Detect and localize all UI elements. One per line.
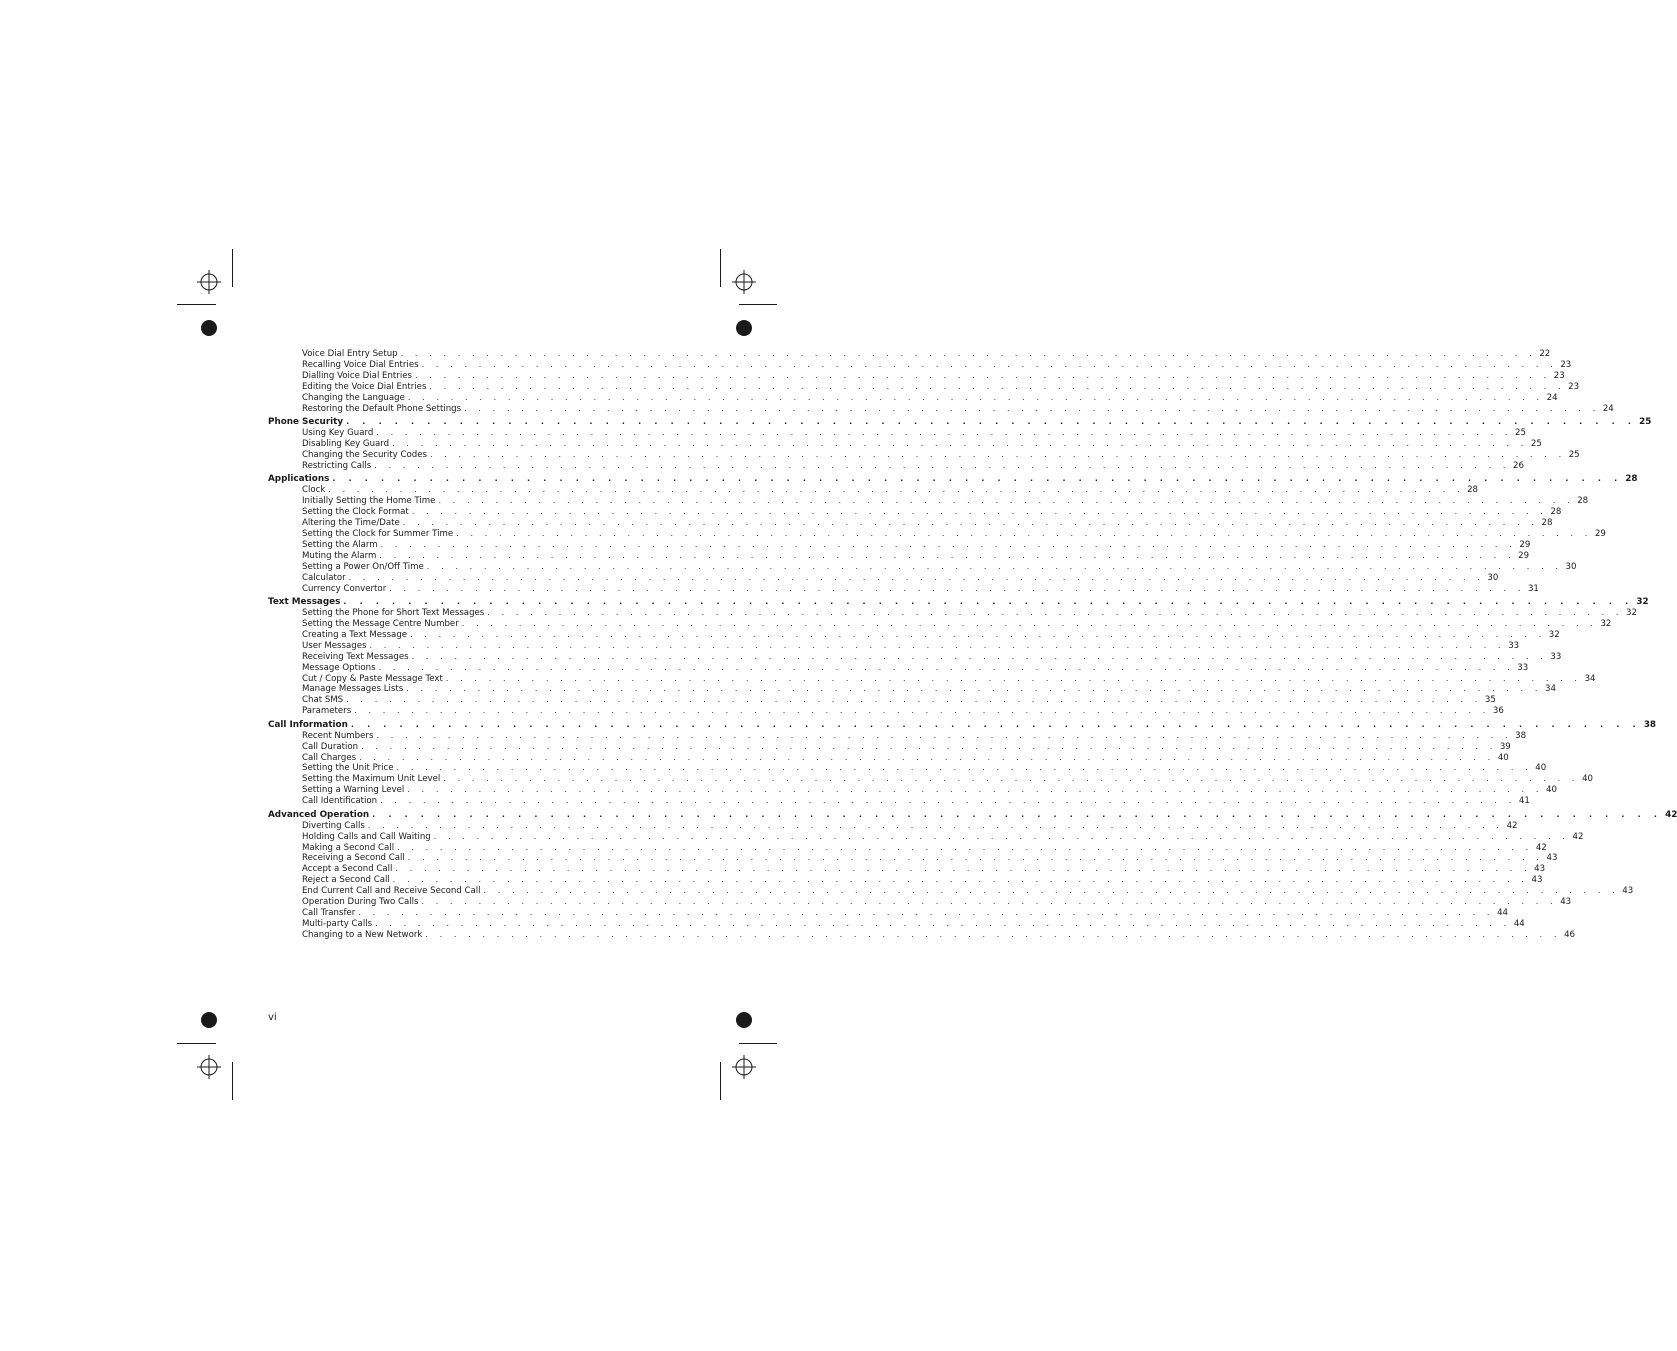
toc-page-number: 26 [1513, 460, 1524, 471]
crop-line [739, 1043, 777, 1044]
toc-entry[interactable] [268, 930, 1576, 941]
toc-page-number: 28 [1625, 474, 1638, 485]
toc-dot-leader: . . . . . . . . . . . . . . . . . . . . . . . . . . . . . . . . . . . . . . . . . . . . . . . . . . . . . . . . . . . . . . . . . . . . . . . . . . . . . . . . [411, 651, 1548, 661]
toc-dot-leader: . . . . . . . . . . . . . . . . . . . . . . . . . . . . . . . . . . . . . . . . . . . . . . . . . . . . . . . . . . . . . . . . . . . . . . . . . . . . . . . . [375, 919, 1511, 929]
toc-entry[interactable] [268, 763, 1547, 775]
toc-entry-title: Call Duration [302, 741, 359, 752]
toc-page-number: 25 [1639, 417, 1652, 428]
toc-dot-leader: . . . . . . . . . . . . . . . . . . . . . . . . . . . . . . . . . . . . . . . . . . . . . . . . . . . . . . . . . . . . . . . . . . . . . . . . . . . . . . . . [354, 706, 1490, 716]
toc-page-number: 40 [1582, 774, 1593, 785]
toc-page-number: 32 [1626, 607, 1637, 618]
toc-entry-title: Operation During Two Calls [302, 897, 419, 908]
toc-page-number: 28 [1550, 507, 1562, 518]
toc-dot-leader: . . . . . . . . . . . . . . . . . . . . . . . . . . . . . . . . . . . . . . . . . . . . . . . . . . . . . . . . . . . . . . . . . . . . . . . . . . . . . . . . [361, 741, 1497, 751]
toc-page-number: 34 [1544, 684, 1556, 695]
toc-page-number: 42 [1665, 809, 1677, 820]
toc-page-number: 43 [1534, 864, 1546, 875]
toc-entry[interactable] [268, 438, 1542, 450]
toc-dot-leader: . . . . . . . . . . . . . . . . . . . . . . . . . . . . . . . . . . . . . . . . . . . . . . . . . . . . . . . . . . . . . . . . . . . . . . . . . . . . . . . . [425, 930, 1562, 939]
toc-dot-leader: . . . . . . . . . . . . . . . . . . . . . . . . . . . . . . . . . . . . . . . . . . . . . . . . . . . . . . . . . . . . . . . . . . . . . . . . . . . . . . . . [392, 438, 1528, 448]
toc-entry-title: Creating a Text Message [302, 629, 408, 640]
toc-entry-title: Multi-party Calls [302, 919, 373, 930]
table-of-contents [268, 348, 1677, 941]
toc-dot-leader: . . . . . . . . . . . . . . . . . . . . . . . . . . . . . . . . . . . . . . . . . . . . . . . . . . . . . . . . . . . . . . . . . . . . . . . . . . . . . . . . [380, 539, 1517, 549]
crop-line [177, 1043, 216, 1044]
toc-entry[interactable] [268, 785, 1557, 796]
toc-entry-title: Message Options [302, 662, 376, 673]
toc-entry-title: Recalling Voice Dial Entries [302, 359, 419, 370]
toc-entry[interactable] [268, 640, 1520, 652]
toc-entry-title: Call Charges [302, 752, 357, 763]
toc-entry-title: Changing to a New Network [302, 930, 423, 940]
toc-dot-leader: . . . . . . . . . . . . . . . . . . . . . . . . . . . . . . . . . . . . . . . . . . . . . . . . . . . . . . . . . . . . . . . . . . . . . . . . . . . . . . . . [415, 370, 1551, 380]
toc-dot-leader: . . . . . . . . . . . . . . . . . . . . . . . . . . . . . . . . . . . . . . . . . . . . . . . . . . . . . . . . . . . . . . . . . . . . . . . . . . . . . . . . [350, 719, 1641, 729]
toc-page-number: 32 [1600, 618, 1612, 629]
toc-page-number: 25 [1515, 428, 1526, 438]
toc-entry[interactable] [268, 507, 1562, 518]
toc-entry-title: Voice Dial Entry Setup [302, 348, 398, 359]
toc-entry[interactable] [268, 428, 1526, 439]
toc-dot-leader: . . . . . . . . . . . . . . . . . . . . . . . . . . . . . . . . . . . . . . . . . . . . . . . . . . . . . . . . . . . . . . . . . . . . . . . . . . . . . . . . [400, 348, 1537, 358]
toc-page-number: 41 [1518, 796, 1530, 807]
toc-page-number: 44 [1513, 919, 1525, 930]
toc-entry[interactable] [268, 673, 1596, 685]
toc-entry[interactable] [268, 359, 1572, 371]
toc-entry-title: Phone Security [268, 417, 344, 428]
toc-entry[interactable] [268, 348, 1551, 360]
toc-dot-leader: . . . . . . . . . . . . . . . . . . . . . . . . . . . . . . . . . . . . . . . . . . . . . . . . . . . . . . . . . . . . . . . . . . . . . . . . . . . . . . . . [396, 763, 1533, 773]
registration-dot-icon [736, 1012, 752, 1028]
toc-dot-leader: . . . . . . . . . . . . . . . . . . . . . . . . . . . . . . . . . . . . . . . . . . . . . . . . . . . . . . . . . . . . . . . . . . . . . . . . . . . . . . . . [369, 640, 1506, 650]
toc-entry[interactable] [268, 741, 1511, 753]
toc-dot-leader: . . . . . . . . . . . . . . . . . . . . . . . . . . . . . . . . . . . . . . . . . . . . . . . . . . . . . . . . . . . . . . . . . . . . . . . . . . . . . . . . [445, 673, 1582, 683]
toc-entry[interactable] [268, 449, 1580, 461]
toc-entry[interactable] [268, 392, 1558, 404]
toc-entry-title: Reject a Second Call [302, 875, 390, 886]
toc-dot-leader: . . . . . . . . . . . . . . . . . . . . . . . . . . . . . . . . . . . . . . . . . . . . . . . . . . . . . . . . . . . . . . . . . . . . . . . . . . . . . . . . [378, 662, 1515, 672]
crop-line [720, 1062, 721, 1100]
toc-entry-title: Setting a Power On/Off Time [302, 561, 424, 572]
toc-dot-leader: . . . . . . . . . . . . . . . . . . . . . . . . . . . . . . . . . . . . . . . . . . . . . . . . . . . . . . . . . . . . . . . . . . . . . . . . . . . . . . . . [429, 381, 1566, 391]
toc-page-number: 31 [1527, 583, 1539, 594]
toc-dot-leader: . . . . . . . . . . . . . . . . . . . . . . . . . . . . . . . . . . . . . . . . . . . . . . . . . . . . . . . . . . . . . . . . . . . . . . . . . . . . . . . . [346, 417, 1637, 427]
toc-entry-title: Recent Numbers [302, 730, 374, 741]
toc-page-number: 29 [1594, 528, 1606, 539]
toc-entry[interactable] [268, 485, 1479, 496]
toc-entry[interactable] [268, 908, 1509, 919]
toc-page-number: 32 [1548, 629, 1560, 640]
toc-page-number: 43 [1560, 897, 1572, 908]
crop-line [232, 249, 233, 287]
toc-dot-leader: . . . . . . . . . . . . . . . . . . . . . . . . . . . . . . . . . . . . . . . . . . . . . . . . . . . . . . . . . . . . . . . . . . . . . . . . . . . . . . . . [395, 864, 1532, 874]
toc-section-heading[interactable] [268, 596, 1649, 608]
toc-entry-title: Holding Calls and Call Waiting [302, 831, 431, 842]
toc-entry[interactable] [268, 752, 1509, 764]
toc-dot-leader: . . . . . . . . . . . . . . . . . . . . . . . . . . . . . . . . . . . . . . . . . . . . . . . . . . . . . . . . . . . . . . . . . . . . . . . . . . . . . . . . [359, 752, 1495, 762]
toc-section-heading[interactable] [268, 809, 1677, 821]
toc-dot-leader: . . . . . . . . . . . . . . . . . . . . . . . . . . . . . . . . . . . . . . . . . . . . . . . . . . . . . . . . . . . . . . . . . . . . . . . . . . . . . . . . [407, 392, 1544, 402]
toc-page-number: 43 [1546, 853, 1558, 864]
toc-entry-title: Changing the Language [302, 392, 405, 403]
toc-dot-leader: . . . . . . . . . . . . . . . . . . . . . . . . . . . . . . . . . . . . . . . . . . . . . . . . . . . . . . . . . . . . . . . . . . . . . . . . . . . . . . . . [376, 730, 1513, 740]
toc-entry-title: Making a Second Call [302, 842, 395, 853]
toc-dot-leader: . . . . . . . . . . . . . . . . . . . . . . . . . . . . . . . . . . . . . . . . . . . . . . . . . . . . . . . . . . . . . . . . . . . . . . . . . . . . . . . . [438, 496, 1575, 506]
toc-page-number: 34 [1584, 673, 1596, 684]
toc-dot-leader: . . . . . . . . . . . . . . . . . . . . . . . . . . . . . . . . . . . . . . . . . . . . . . . . . . . . . . . . . . . . . . . . . . . . . . . . . . . . . . . . [443, 774, 1580, 784]
toc-entry[interactable] [268, 629, 1560, 641]
toc-entry[interactable] [268, 897, 1572, 908]
toc-dot-leader: . . . . . . . . . . . . . . . . . . . . . . . . . . . . . . . . . . . . . . . . . . . . . . . . . . . . . . . . . . . . . . . . . . . . . . . . . . . . . . . . [346, 695, 1482, 705]
toc-entry-title: Altering the Time/Date [302, 517, 400, 528]
toc-page-number: 38 [1515, 730, 1527, 741]
toc-dot-leader: . . . . . . . . . . . . . . . . . . . . . . . . . . . . . . . . . . . . . . . . . . . . . . . . . . . . . . . . . . . . . . . . . . . . . . . . . . . . . . . . [421, 359, 1558, 369]
toc-entry[interactable] [268, 886, 1634, 897]
toc-entry-title: Setting the Maximum Unit Level [302, 774, 441, 785]
toc-dot-leader: . . . . . . . . . . . . . . . . . . . . . . . . . . . . . . . . . . . . . . . . . . . . . . . . . . . . . . . . . . . . . . . . . . . . . . . . . . . . . . . . [392, 875, 1529, 885]
registration-dot-icon [736, 320, 752, 336]
toc-page-number: 33 [1550, 651, 1562, 662]
toc-dot-leader: . . . . . . . . . . . . . . . . . . . . . . . . . . . . . . . . . . . . . . . . . . . . . . . . . . . . . . . . . . . . . . . . . . . . . . . . . . . . . . . . [407, 785, 1543, 795]
toc-page-number: 44 [1497, 908, 1509, 919]
toc-dot-leader: . . . . . . . . . . . . . . . . . . . . . . . . . . . . . . . . . . . . . . . . . . . . . . . . . . . . . . . . . . . . . . . . . . . . . . . . . . . . . . . . [483, 886, 1620, 896]
toc-page-number: 46 [1564, 930, 1576, 940]
toc-entry[interactable] [268, 853, 1558, 864]
toc-dot-leader: . . . . . . . . . . . . . . . . . . . . . . . . . . . . . . . . . . . . . . . . . . . . . . . . . . . . . . . . . . . . . . . . . . . . . . . . . . . . . . . . [389, 583, 1525, 593]
toc-page-number: 29 [1518, 550, 1530, 561]
crop-line [739, 304, 777, 305]
toc-entry[interactable] [268, 517, 1553, 529]
registration-dot-icon [201, 1012, 217, 1028]
toc-entry-title: Parameters [302, 706, 352, 717]
toc-page-number: 29 [1519, 539, 1531, 550]
toc-page-number: 30 [1565, 561, 1577, 572]
toc-entry-title: Restricting Calls [302, 460, 372, 471]
toc-page-number: 28 [1577, 496, 1589, 507]
toc-entry-title: Advanced Operation [268, 809, 370, 820]
toc-entry-title: Text Messages [268, 596, 341, 607]
toc-entry-title: Manage Messages Lists [302, 684, 404, 695]
toc-page-number: 35 [1484, 695, 1496, 706]
toc-dot-leader: . . . . . . . . . . . . . . . . . . . . . . . . . . . . . . . . . . . . . . . . . . . . . . . . . . . . . . . . . . . . . . . . . . . . . . . . . . . . . . . . [379, 550, 1516, 560]
toc-entry-title: Receiving a Second Call [302, 853, 405, 864]
toc-entry-title: Call Identification [302, 796, 378, 807]
toc-entry-title: Setting the Alarm [302, 539, 378, 550]
toc-entry[interactable] [268, 607, 1637, 619]
registration-target-icon [732, 1055, 756, 1079]
toc-entry-title: Calculator [302, 572, 346, 583]
toc-entry[interactable] [268, 651, 1562, 663]
registration-target-icon [197, 270, 221, 294]
toc-page-number: 38 [1643, 719, 1657, 730]
toc-dot-leader: . . . . . . . . . . . . . . . . . . . . . . . . . . . . . . . . . . . . . . . . . . . . . . . . . . . . . . . . . . . . . . . . . . . . . . . . . . . . . . . . [433, 831, 1570, 841]
toc-entry[interactable] [268, 706, 1504, 717]
registration-dot-icon [201, 320, 217, 336]
toc-entry[interactable] [268, 460, 1524, 472]
registration-target-icon [732, 270, 756, 294]
toc-entry[interactable] [268, 561, 1577, 573]
toc-entry[interactable] [268, 539, 1531, 551]
toc-page-number: 42 [1572, 831, 1584, 842]
crop-line [177, 304, 216, 305]
crop-line [232, 1062, 233, 1100]
toc-entry-title: Receiving Text Messages [302, 651, 409, 662]
toc-entry-title: End Current Call and Receive Second Call [302, 886, 481, 897]
toc-page-number: 32 [1636, 596, 1649, 607]
toc-entry-title: Setting the Message Centre Number [302, 618, 459, 629]
toc-entry[interactable] [268, 774, 1593, 785]
toc-dot-leader: . . . . . . . . . . . . . . . . . . . . . . . . . . . . . . . . . . . . . . . . . . . . . . . . . . . . . . . . . . . . . . . . . . . . . . . . . . . . . . . . [407, 853, 1544, 863]
toc-page-number: 42 [1506, 820, 1518, 831]
toc-section-heading[interactable] [268, 473, 1638, 485]
toc-dot-leader: . . . . . . . . . . . . . . . . . . . . . . . . . . . . . . . . . . . . . . . . . . . . . . . . . . . . . . . . . . . . . . . . . . . . . . . . . . . . . . . . [402, 517, 1539, 527]
toc-entry[interactable] [268, 618, 1612, 630]
toc-entry-title: Setting the Unit Price [302, 763, 394, 774]
toc-entry[interactable] [268, 864, 1546, 875]
toc-page-number: 43 [1622, 886, 1634, 897]
toc-entry[interactable] [268, 875, 1543, 886]
toc-entry-title: Setting the Phone for Short Text Messages [302, 607, 485, 618]
toc-dot-leader: . . . . . . . . . . . . . . . . . . . . . . . . . . . . . . . . . . . . . . . . . . . . . . . . . . . . . . . . . . . . . . . . . . . . . . . . . . . . . . . . [372, 809, 1663, 819]
toc-entry-title: Call Information [268, 719, 348, 730]
toc-dot-leader: . . . . . . . . . . . . . . . . . . . . . . . . . . . . . . . . . . . . . . . . . . . . . . . . . . . . . . . . . . . . . . . . . . . . . . . . . . . . . . . . [348, 572, 1485, 582]
toc-entry[interactable] [268, 730, 1527, 742]
toc-entry-title: Clock [302, 485, 326, 496]
toc-page-number: 28 [1467, 485, 1479, 496]
toc-entry-title: Accept a Second Call [302, 864, 393, 875]
toc-entry[interactable] [268, 528, 1606, 540]
toc-entry-title: Cut / Copy & Paste Message Text [302, 673, 443, 684]
toc-entry-title: Disabling Key Guard [302, 438, 390, 449]
toc-entry-title: Changing the Security Codes [302, 449, 427, 460]
toc-entry-title: Restoring the Default Phone Settings [302, 403, 462, 414]
toc-dot-leader: . . . . . . . . . . . . . . . . . . . . . . . . . . . . . . . . . . . . . . . . . . . . . . . . . . . . . . . . . . . . . . . . . . . . . . . . . . . . . . . . [411, 507, 1548, 517]
toc-dot-leader: . . . . . . . . . . . . . . . . . . . . . . . . . . . . . . . . . . . . . . . . . . . . . . . . . . . . . . . . . . . . . . . . . . . . . . . . . . . . . . . . [380, 796, 1516, 806]
toc-page-number: 25 [1530, 438, 1542, 449]
toc-entry-title: Setting a Warning Level [302, 785, 405, 796]
toc-entry[interactable] [268, 919, 1525, 930]
toc-section-heading[interactable] [268, 719, 1657, 731]
toc-dot-leader: . . . . . . . . . . . . . . . . . . . . . . . . . . . . . . . . . . . . . . . . . . . . . . . . . . . . . . . . . . . . . . . . . . . . . . . . . . . . . . . . [464, 403, 1600, 413]
page-number: vi [268, 1012, 277, 1023]
toc-dot-leader: . . . . . . . . . . . . . . . . . . . . . . . . . . . . . . . . . . . . . . . . . . . . . . . . . . . . . . . . . . . . . . . . . . . . . . . . . . . . . . . . [343, 596, 1634, 606]
toc-page-number: 39 [1499, 741, 1511, 752]
toc-dot-leader: . . . . . . . . . . . . . . . . . . . . . . . . . . . . . . . . . . . . . . . . . . . . . . . . . . . . . . . . . . . . . . . . . . . . . . . . . . . . . . . . [426, 561, 1563, 571]
toc-section-heading[interactable] [268, 416, 1652, 428]
toc-dot-leader: . . . . . . . . . . . . . . . . . . . . . . . . . . . . . . . . . . . . . . . . . . . . . . . . . . . . . . . . . . . . . . . . . . . . . . . . . . . . . . . . [421, 897, 1558, 907]
toc-page-number: 23 [1553, 370, 1565, 381]
toc-entry[interactable] [268, 796, 1530, 807]
toc-entry[interactable] [268, 831, 1584, 843]
toc-dot-leader: . . . . . . . . . . . . . . . . . . . . . . . . . . . . . . . . . . . . . . . . . . . . . . . . . . . . . . . . . . . . . . . . . . . . . . . . . . . . . . . . [358, 908, 1495, 918]
toc-dot-leader: . . . . . . . . . . . . . . . . . . . . . . . . . . . . . . . . . . . . . . . . . . . . . . . . . . . . . . . . . . . . . . . . . . . . . . . . . . . . . . . . [397, 842, 1533, 852]
toc-dot-leader: . . . . . . . . . . . . . . . . . . . . . . . . . . . . . . . . . . . . . . . . . . . . . . . . . . . . . . . . . . . . . . . . . . . . . . . . . . . . . . . . [332, 474, 1623, 484]
toc-dot-leader: . . . . . . . . . . . . . . . . . . . . . . . . . . . . . . . . . . . . . . . . . . . . . . . . . . . . . . . . . . . . . . . . . . . . . . . . . . . . . . . . [487, 607, 1624, 617]
toc-entry-title: Call Transfer [302, 908, 356, 919]
toc-entry-title: Setting the Clock for Summer Time [302, 528, 454, 539]
toc-page-number: 23 [1568, 381, 1580, 392]
toc-entry-title: Initially Setting the Home Time [302, 496, 436, 507]
toc-entry-title: User Messages [302, 640, 367, 651]
toc-entry[interactable] [268, 695, 1496, 706]
toc-dot-leader: . . . . . . . . . . . . . . . . . . . . . . . . . . . . . . . . . . . . . . . . . . . . . . . . . . . . . . . . . . . . . . . . . . . . . . . . . . . . . . . . [367, 820, 1504, 830]
toc-entry[interactable] [268, 842, 1547, 854]
toc-entry-title: Currency Convertor [302, 583, 387, 594]
toc-page-number: 33 [1508, 640, 1520, 651]
registration-target-icon [197, 1055, 221, 1079]
toc-dot-leader: . . . . . . . . . . . . . . . . . . . . . . . . . . . . . . . . . . . . . . . . . . . . . . . . . . . . . . . . . . . . . . . . . . . . . . . . . . . . . . . . [461, 618, 1598, 628]
toc-page-number: 40 [1497, 752, 1509, 763]
toc-dot-leader: . . . . . . . . . . . . . . . . . . . . . . . . . . . . . . . . . . . . . . . . . . . . . . . . . . . . . . . . . . . . . . . . . . . . . . . . . . . . . . . . [374, 460, 1511, 470]
toc-entry[interactable] [268, 370, 1565, 382]
toc-dot-leader: . . . . . . . . . . . . . . . . . . . . . . . . . . . . . . . . . . . . . . . . . . . . . . . . . . . . . . . . . . . . . . . . . . . . . . . . . . . . . . . . [429, 449, 1566, 459]
crop-line [720, 249, 721, 287]
toc-dot-leader: . . . . . . . . . . . . . . . . . . . . . . . . . . . . . . . . . . . . . . . . . . . . . . . . . . . . . . . . . . . . . . . . . . . . . . . . . . . . . . . . [410, 629, 1546, 639]
toc-entry[interactable] [268, 403, 1614, 415]
toc-entry[interactable] [268, 583, 1539, 595]
toc-dot-leader: . . . . . . . . . . . . . . . . . . . . . . . . . . . . . . . . . . . . . . . . . . . . . . . . . . . . . . . . . . . . . . . . . . . . . . . . . . . . . . . . [328, 485, 1465, 495]
toc-entry[interactable] [268, 820, 1518, 832]
toc-page-number: 40 [1535, 763, 1547, 774]
toc-dot-leader: . . . . . . . . . . . . . . . . . . . . . . . . . . . . . . . . . . . . . . . . . . . . . . . . . . . . . . . . . . . . . . . . . . . . . . . . . . . . . . . . [456, 528, 1592, 538]
toc-dot-leader: . . . . . . . . . . . . . . . . . . . . . . . . . . . . . . . . . . . . . . . . . . . . . . . . . . . . . . . . . . . . . . . . . . . . . . . . . . . . . . . . [376, 428, 1513, 437]
toc-entry-title: Editing the Voice Dial Entries [302, 381, 427, 392]
toc-page-number: 28 [1541, 517, 1553, 528]
toc-page-number: 43 [1531, 875, 1543, 886]
toc-entry[interactable] [268, 572, 1499, 584]
toc-page-number: 36 [1492, 706, 1504, 717]
toc-entry-title: Setting the Clock Format [302, 507, 409, 518]
toc-entry[interactable] [268, 662, 1529, 674]
toc-entry[interactable] [268, 550, 1530, 562]
toc-entry-title: Dialling Voice Dial Entries [302, 370, 412, 381]
toc-page-number: 25 [1568, 449, 1580, 460]
toc-entry[interactable] [268, 496, 1589, 507]
toc-page-number: 33 [1517, 662, 1529, 673]
toc-page-number: 42 [1535, 842, 1547, 853]
toc-page-number: 23 [1560, 359, 1572, 370]
toc-entry-title: Applications [268, 474, 330, 485]
toc-page-number: 22 [1539, 348, 1551, 359]
toc-page-number: 30 [1487, 572, 1499, 583]
toc-dot-leader: . . . . . . . . . . . . . . . . . . . . . . . . . . . . . . . . . . . . . . . . . . . . . . . . . . . . . . . . . . . . . . . . . . . . . . . . . . . . . . . . [406, 684, 1542, 694]
toc-page-number: 24 [1602, 403, 1614, 414]
toc-entry-title: Muting the Alarm [302, 550, 377, 561]
toc-entry-title: Chat SMS [302, 695, 344, 706]
toc-entry-title: Using Key Guard [302, 428, 374, 438]
toc-entry[interactable] [268, 684, 1556, 695]
toc-page-number: 24 [1546, 392, 1558, 403]
toc-entry[interactable] [268, 381, 1580, 393]
toc-entry-title: Diverting Calls [302, 820, 365, 831]
toc-page-number: 40 [1545, 785, 1557, 796]
